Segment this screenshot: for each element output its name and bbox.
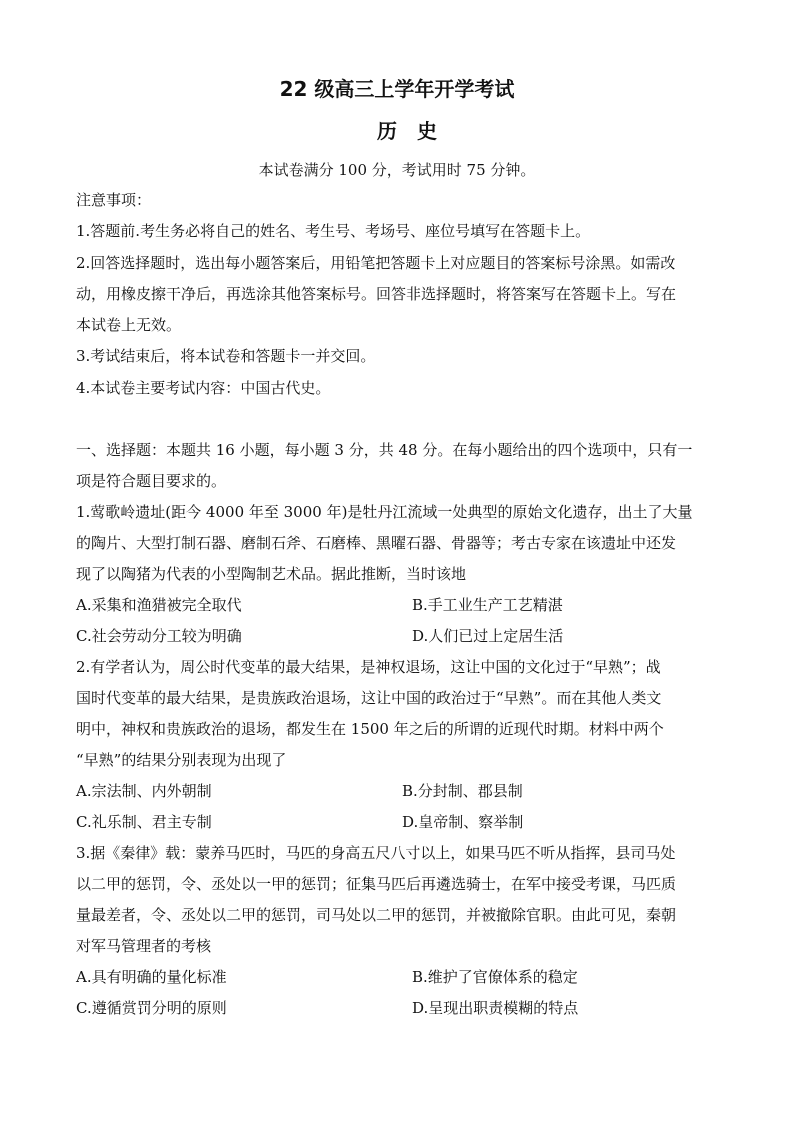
question-2-stem: 国时代变革的最大结果，是贵族政治退场，这让中国的政治过于“早熟”。而在其他人类文 [76,689,662,707]
subject-title: 历史 [377,119,457,143]
question-2-stem: 明中，神权和贵族政治的退场，都发生在 1500 年之后的所谓的近现代时期。材料中两个 [76,720,664,738]
exam-title: 22 级高三上学年开学考试 [279,77,515,101]
question-2-stem: “早熟”的结果分别表现为出现了 [76,751,287,769]
note-line: 2.回答选择题时，选出每小题答案后，用铅笔把答题卡上对应题目的答案标号涂黑。如需改 [76,254,676,272]
question-3-stem: 3.据《秦律》载：蒙养马匹时，马匹的身高五尺八寸以上，如果马匹不听从指挥，县司马处 [76,844,676,862]
question-1-option-a: A.采集和渔猎被完全取代 [76,596,242,614]
question-3-stem: 量最差者，令、丞处以二甲的惩罚，司马处以二甲的惩罚，并被撤除官职。由此可见，秦朝 [76,906,677,924]
question-2-option-a: A.宗法制、内外朝制 [76,782,212,800]
question-2-option-c: C.礼乐制、君主专制 [76,813,212,831]
question-1-stem: 的陶片、大型打制石器、磨制石斧、石磨棒、黑曜石器、骨器等；考古专家在该遗址中还发 [76,534,677,552]
question-1-option-d: D.人们已过上定居生活 [412,627,564,645]
note-line: 1.答题前.考生务必将自己的姓名、考生号、考场号、座位号填写在答题卡上。 [76,222,591,240]
section-instructions: 一、选择题：本题共 16 小题，每小题 3 分，共 48 分。在每小题给出的四个选项中，只有一 [76,441,693,459]
question-1-stem: 现了以陶猪为代表的小型陶制艺术品。据此推断，当时该地 [76,565,467,583]
question-3-option-a: A.具有明确的量化标准 [76,968,227,986]
question-3-option-d: D.呈现出职责模糊的特点 [412,999,579,1017]
note-line: 3.考试结束后，将本试卷和答题卡一并交回。 [76,347,376,365]
question-2-stem: 2.有学者认为，周公时代变革的最大结果，是神权退场，这让中国的文化过于“早熟”；战 [76,658,661,676]
question-3-option-c: C.遵循赏罚分明的原则 [76,999,227,1017]
exam-info: 本试卷满分 100 分，考试用时 75 分钟。 [258,161,536,179]
question-1-option-c: C.社会劳动分工较为明确 [76,627,242,645]
question-3-option-b: B.维护了官僚体系的稳定 [412,968,578,986]
note-line: 动，用橡皮擦干净后，再选涂其他答案标号。回答非选择题时，将答案写在答题卡上。写在 [76,285,677,303]
note-line: 本试卷上无效。 [76,316,182,334]
question-2-option-b: B.分封制、郡县制 [402,782,523,800]
question-2-option-d: D.皇帝制、察举制 [402,813,524,831]
question-1-option-b: B.手工业生产工艺精湛 [412,596,563,614]
question-1-stem: 1.莺歌岭遗址(距今 4000 年至 3000 年)是牡丹江流域一处典型的原始文化遗存，出土了大量 [76,503,693,521]
notes-heading: 注意事项： [76,191,152,209]
section-instructions: 项是符合题目要求的。 [76,472,227,490]
question-3-stem: 对军马管理者的考核 [76,937,212,955]
note-line: 4.本试卷主要考试内容：中国古代史。 [76,379,331,397]
question-3-stem: 以二甲的惩罚，令、丞处以一甲的惩罚；征集马匹后再遴选骑士，在军中接受考课，马匹质 [76,875,677,893]
